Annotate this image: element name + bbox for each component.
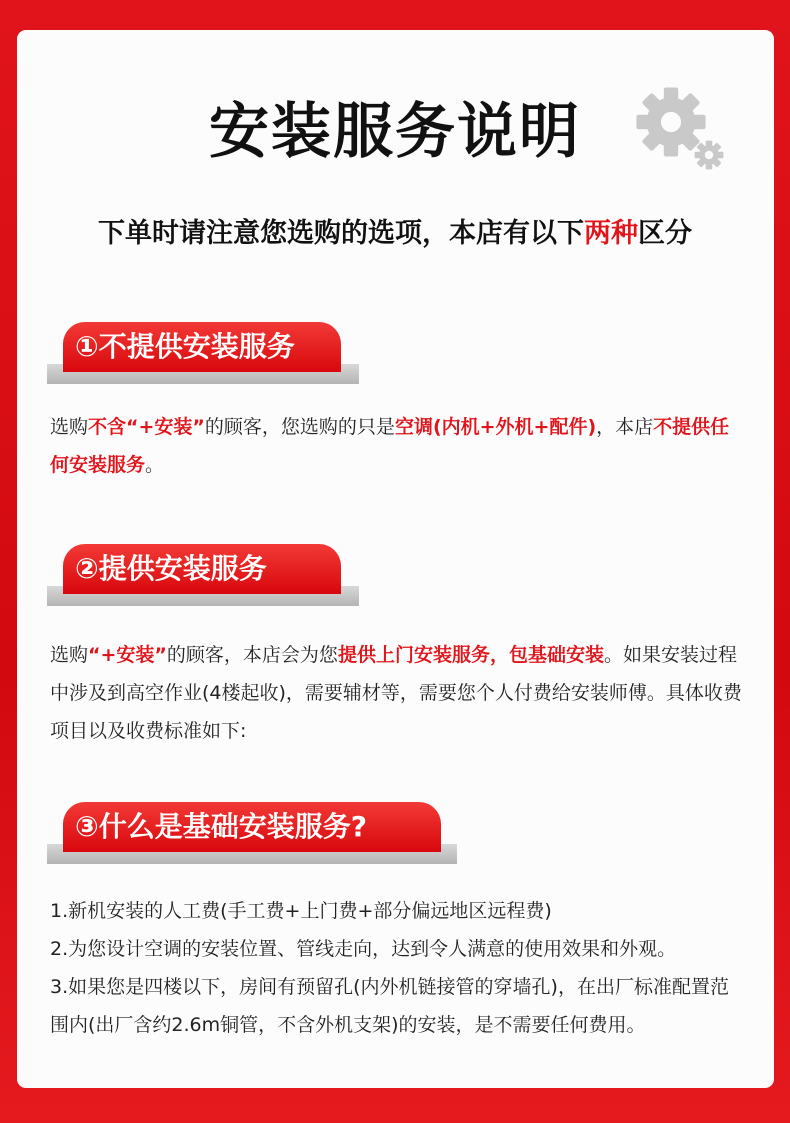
section-1-text: [50, 408, 745, 484]
text-run: 的顾客，本店会为您: [166, 644, 338, 666]
text-run: ，本店: [596, 416, 654, 438]
list-item: 2.为您设计空调的安装位置、管线走向，达到令人满意的使用效果和外观。: [50, 938, 677, 960]
list-item: 3.如果您是四楼以下，房间有预留孔(内外机链接管的穿墙孔)，在出厂标准配置范围内(出厂含约2.6m铜管，不含外机支架)的安装，是不需要任何费用。: [50, 976, 729, 1036]
section-2-header: [47, 544, 359, 606]
list-item: 1.新机安装的人工费(手工费+上门费+部分偏远地区远程费): [50, 900, 552, 922]
section-3-heading: ③什么是基础安装服务?: [63, 802, 441, 852]
highlight-run: 不含“+安装”: [88, 416, 205, 438]
section-2-heading: ②提供安装服务: [63, 544, 341, 594]
text-run: 。: [145, 454, 165, 476]
section-3-header: [47, 802, 457, 864]
section-1-header: [47, 322, 359, 384]
text-run: 选购: [50, 644, 89, 666]
section-3-list: [50, 892, 745, 1044]
subtitle-highlight: 两种: [584, 218, 638, 249]
subtitle-tail: 区分: [638, 218, 692, 249]
subtitle-text: 下单时请注意您选购的选项，本店有以下: [98, 218, 584, 249]
highlight-run: “+安装”: [88, 644, 167, 666]
text-run: 选购: [50, 416, 89, 438]
highlight-run: 提供上门安装服务，包基础安装: [337, 644, 604, 666]
subtitle: [0, 214, 790, 254]
section-1-heading: ①不提供安装服务: [63, 322, 341, 372]
page-title: 安装服务说明: [209, 97, 581, 167]
highlight-run: 空调(内机+外机+配件): [394, 416, 597, 438]
text-run: 的顾客，您选购的只是: [204, 416, 395, 438]
highlight-run: 不提供任何安装服务: [50, 416, 730, 476]
section-2-text: [50, 636, 745, 750]
text-run: 。如果安装过程中涉及到高空作业(4楼起收)，需要辅材等，需要您个人付费给安装师傅。具体收费项目以及收费标准如下:: [50, 644, 742, 742]
gear-icon-small: [694, 140, 724, 170]
